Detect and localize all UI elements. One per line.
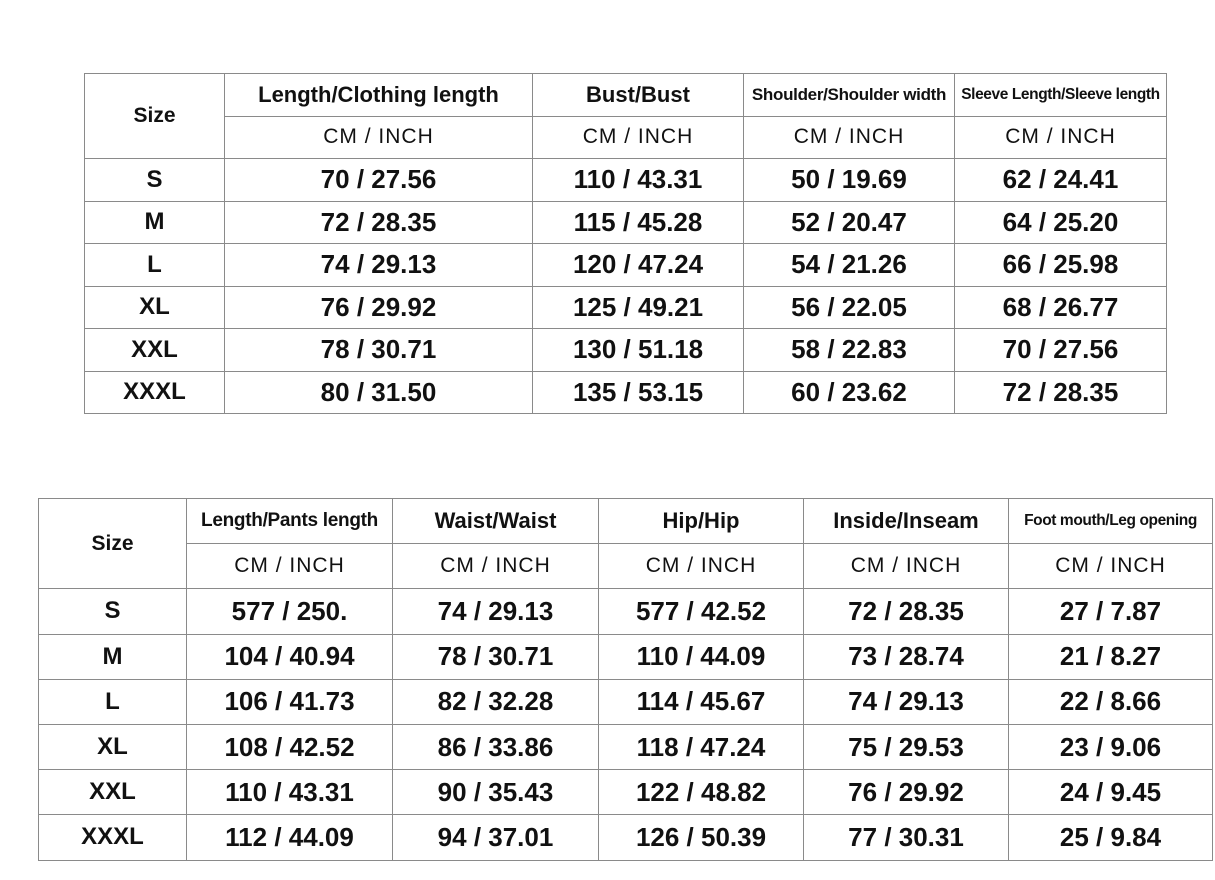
value-cell: 108 / 42.52 [187,724,393,769]
pants-size-table [38,498,1213,861]
size-cell: L [39,679,187,724]
pants-col-waist: Waist/Waist [393,499,599,544]
pants-col-leg-opening: Foot mouth/Leg opening [1009,499,1213,544]
table-row [85,329,1167,372]
table-row [39,589,1213,634]
tops-unit-length: CM / INCH [225,116,533,159]
size-cell: XXL [39,770,187,815]
size-cell: M [39,634,187,679]
value-cell: 80 / 31.50 [225,371,533,414]
table-row [85,201,1167,244]
value-cell: 70 / 27.56 [225,159,533,202]
value-cell: 60 / 23.62 [744,371,955,414]
value-cell: 24 / 9.45 [1009,770,1213,815]
value-cell: 77 / 30.31 [804,815,1009,860]
pants-unit-leg-opening: CM / INCH [1009,544,1213,589]
value-cell: 62 / 24.41 [955,159,1167,202]
value-cell: 577 / 250. [187,589,393,634]
value-cell: 50 / 19.69 [744,159,955,202]
value-cell: 56 / 22.05 [744,286,955,329]
value-cell: 90 / 35.43 [393,770,599,815]
value-cell: 25 / 9.84 [1009,815,1213,860]
value-cell: 74 / 29.13 [393,589,599,634]
value-cell: 74 / 29.13 [804,679,1009,724]
value-cell: 577 / 42.52 [599,589,804,634]
value-cell: 58 / 22.83 [744,329,955,372]
value-cell: 86 / 33.86 [393,724,599,769]
value-cell: 125 / 49.21 [533,286,744,329]
pants-unit-length: CM / INCH [187,544,393,589]
tops-col-bust: Bust/Bust [533,74,744,117]
value-cell: 94 / 37.01 [393,815,599,860]
value-cell: 126 / 50.39 [599,815,804,860]
tops-col-shoulder: Shoulder/Shoulder width [744,74,955,117]
tops-col-sleeve: Sleeve Length/Sleeve length [955,74,1167,117]
size-cell: S [85,159,225,202]
table-row [85,159,1167,202]
pants-size-header: Size [39,499,187,589]
value-cell: 72 / 28.35 [804,589,1009,634]
value-cell: 27 / 7.87 [1009,589,1213,634]
table-row [85,286,1167,329]
tops-unit-sleeve: CM / INCH [955,116,1167,159]
size-cell: XL [85,286,225,329]
value-cell: 73 / 28.74 [804,634,1009,679]
pants-unit-inseam: CM / INCH [804,544,1009,589]
table-row [39,770,1213,815]
value-cell: 82 / 32.28 [393,679,599,724]
value-cell: 135 / 53.15 [533,371,744,414]
value-cell: 70 / 27.56 [955,329,1167,372]
tops-col-length: Length/Clothing length [225,74,533,117]
value-cell: 122 / 48.82 [599,770,804,815]
size-cell: M [85,201,225,244]
table-row [85,244,1167,287]
size-cell: L [85,244,225,287]
tops-unit-row [85,116,1167,159]
pants-col-inseam: Inside/Inseam [804,499,1009,544]
value-cell: 75 / 29.53 [804,724,1009,769]
table-row [85,371,1167,414]
value-cell: 72 / 28.35 [955,371,1167,414]
value-cell: 22 / 8.66 [1009,679,1213,724]
value-cell: 110 / 43.31 [187,770,393,815]
table-row [39,815,1213,860]
tops-unit-shoulder: CM / INCH [744,116,955,159]
value-cell: 112 / 44.09 [187,815,393,860]
value-cell: 76 / 29.92 [225,286,533,329]
value-cell: 23 / 9.06 [1009,724,1213,769]
value-cell: 64 / 25.20 [955,201,1167,244]
value-cell: 106 / 41.73 [187,679,393,724]
tops-size-table [84,73,1167,414]
tops-header-row [85,74,1167,117]
value-cell: 104 / 40.94 [187,634,393,679]
size-cell: XXXL [39,815,187,860]
value-cell: 78 / 30.71 [393,634,599,679]
value-cell: 120 / 47.24 [533,244,744,287]
value-cell: 115 / 45.28 [533,201,744,244]
table-row [39,679,1213,724]
pants-unit-row [39,544,1213,589]
size-cell: S [39,589,187,634]
pants-unit-waist: CM / INCH [393,544,599,589]
tops-unit-bust: CM / INCH [533,116,744,159]
value-cell: 68 / 26.77 [955,286,1167,329]
table-row [39,634,1213,679]
value-cell: 76 / 29.92 [804,770,1009,815]
pants-col-length: Length/Pants length [187,499,393,544]
value-cell: 52 / 20.47 [744,201,955,244]
size-cell: XL [39,724,187,769]
value-cell: 130 / 51.18 [533,329,744,372]
value-cell: 110 / 43.31 [533,159,744,202]
pants-col-hip: Hip/Hip [599,499,804,544]
value-cell: 66 / 25.98 [955,244,1167,287]
table-row [39,724,1213,769]
value-cell: 21 / 8.27 [1009,634,1213,679]
value-cell: 72 / 28.35 [225,201,533,244]
pants-header-row [39,499,1213,544]
value-cell: 110 / 44.09 [599,634,804,679]
value-cell: 54 / 21.26 [744,244,955,287]
value-cell: 78 / 30.71 [225,329,533,372]
tops-size-header: Size [85,74,225,159]
value-cell: 118 / 47.24 [599,724,804,769]
value-cell: 74 / 29.13 [225,244,533,287]
size-cell: XXL [85,329,225,372]
value-cell: 114 / 45.67 [599,679,804,724]
pants-unit-hip: CM / INCH [599,544,804,589]
size-cell: XXXL [85,371,225,414]
